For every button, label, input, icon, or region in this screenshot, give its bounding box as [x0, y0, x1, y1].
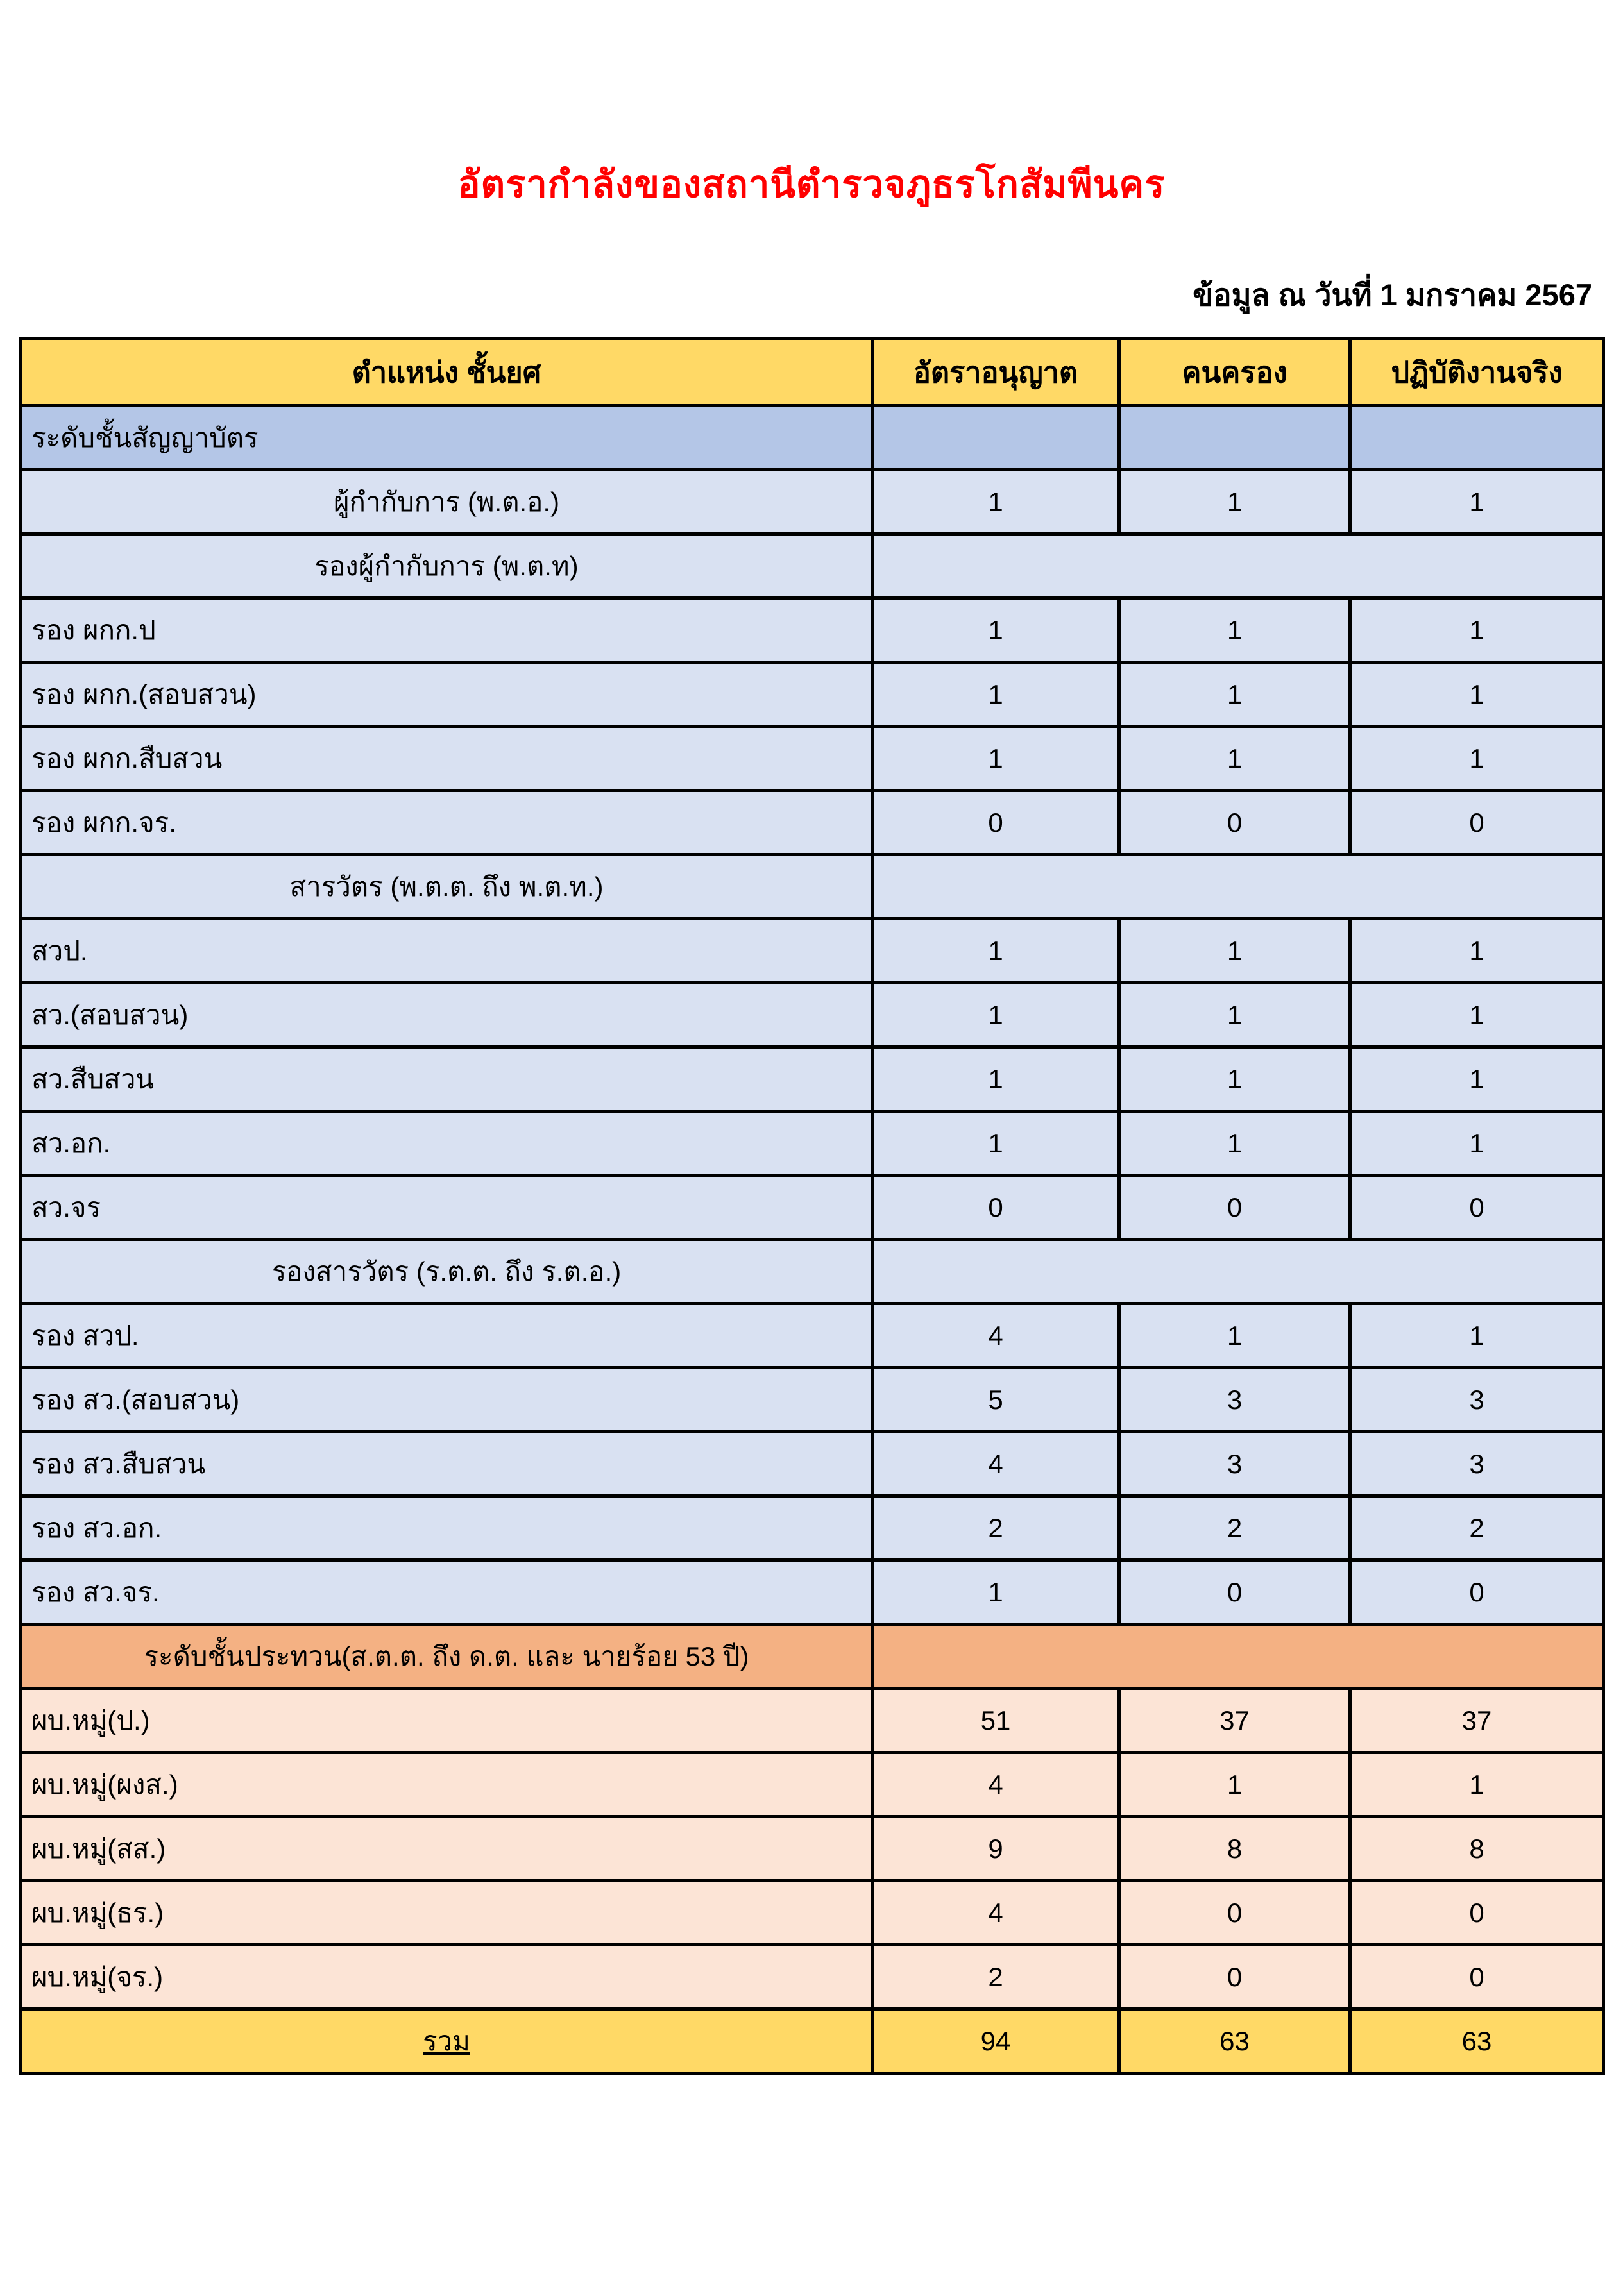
value-cell: 1: [1350, 1047, 1604, 1111]
value-cell: 1: [872, 1047, 1119, 1111]
column-header: ปฏิบัติงานจริง: [1350, 339, 1604, 406]
table-row: [21, 1111, 1604, 1176]
value-cell: 0: [1119, 1176, 1350, 1240]
row-label-cell: รองผู้กำกับการ (พ.ต.ท): [21, 534, 872, 598]
value-cell: 8: [1350, 1817, 1604, 1881]
row-label-cell: รอง ผกก.จร.: [21, 791, 872, 855]
value-cell: 0: [872, 1176, 1119, 1240]
value-cell: 8: [1119, 1817, 1350, 1881]
value-cell: 0: [1350, 1945, 1604, 2009]
merged-empty-cell: [872, 855, 1604, 919]
value-cell: 63: [1350, 2009, 1604, 2073]
page-title: อัตรากำลังของสถานีตำรวจภูธรโกสัมพีนคร: [457, 164, 1166, 205]
value-cell: 51: [872, 1689, 1119, 1753]
table-row: [21, 1945, 1604, 2009]
value-cell: 63: [1119, 2009, 1350, 2073]
table-row: [21, 1881, 1604, 1945]
column-header: คนครอง: [1119, 339, 1350, 406]
value-cell: 1: [1119, 1304, 1350, 1368]
value-cell: 2: [872, 1496, 1119, 1560]
value-cell: 4: [872, 1432, 1119, 1496]
value-cell: 2: [872, 1945, 1119, 2009]
value-cell: 0: [1350, 1881, 1604, 1945]
value-cell: 1: [872, 470, 1119, 534]
value-cell: 2: [1119, 1496, 1350, 1560]
value-cell: 1: [1119, 1111, 1350, 1176]
table-row: [21, 1753, 1604, 1817]
manpower-table: [19, 337, 1605, 2075]
row-label-cell: ผบ.หมู่(ธร.): [21, 1881, 872, 1945]
row-label-cell: สวป.: [21, 919, 872, 983]
value-cell: [1119, 406, 1350, 470]
table-row: [21, 727, 1604, 791]
value-cell: 4: [872, 1881, 1119, 1945]
value-cell: 1: [1350, 663, 1604, 727]
table-row: [21, 1560, 1604, 1625]
value-cell: 0: [1119, 1881, 1350, 1945]
value-cell: 0: [1119, 791, 1350, 855]
table-row: [21, 1304, 1604, 1368]
value-cell: 1: [1350, 598, 1604, 663]
table-row: [21, 1496, 1604, 1560]
value-cell: 37: [1350, 1689, 1604, 1753]
value-cell: 1: [1350, 470, 1604, 534]
header-row: [21, 339, 1604, 406]
merged-empty-cell: [872, 1625, 1604, 1689]
value-cell: 1: [1350, 919, 1604, 983]
table-row: [21, 1368, 1604, 1432]
row-label-cell: ผู้กำกับการ (พ.ต.อ.): [21, 470, 872, 534]
table-row: [21, 470, 1604, 534]
row-label-cell: รอง ผกก.ป: [21, 598, 872, 663]
value-cell: 0: [872, 791, 1119, 855]
value-cell: 1: [1119, 598, 1350, 663]
table-row: [21, 2009, 1604, 2073]
date-note: ข้อมูล ณ วันที่ 1 มกราคม 2567: [1193, 278, 1592, 312]
row-label-cell: ระดับชั้นสัญญาบัตร: [21, 406, 872, 470]
value-cell: [872, 406, 1119, 470]
value-cell: 94: [872, 2009, 1119, 2073]
row-label-cell: สว.จร: [21, 1176, 872, 1240]
table-row: [21, 983, 1604, 1047]
value-cell: 9: [872, 1817, 1119, 1881]
value-cell: 0: [1350, 791, 1604, 855]
table-row: [21, 1625, 1604, 1689]
value-cell: 1: [1119, 727, 1350, 791]
value-cell: 1: [1350, 1304, 1604, 1368]
table-row: [21, 1240, 1604, 1304]
row-label-cell: ผบ.หมู่(สส.): [21, 1817, 872, 1881]
value-cell: 3: [1119, 1432, 1350, 1496]
row-label-cell: รองสารวัตร (ร.ต.ต. ถึง ร.ต.อ.): [21, 1240, 872, 1304]
value-cell: 1: [1350, 1753, 1604, 1817]
table-row: [21, 406, 1604, 470]
value-cell: 1: [1350, 983, 1604, 1047]
value-cell: 4: [872, 1753, 1119, 1817]
table-row: [21, 598, 1604, 663]
table-body: [21, 406, 1604, 2073]
row-label-cell: ผบ.หมู่(จร.): [21, 1945, 872, 2009]
row-label-cell: รวม: [21, 2009, 872, 2073]
value-cell: 1: [1119, 919, 1350, 983]
row-label-cell: รอง สว.อก.: [21, 1496, 872, 1560]
row-label-cell: รอง ผกก.สืบสวน: [21, 727, 872, 791]
value-cell: 5: [872, 1368, 1119, 1432]
table-row: [21, 1047, 1604, 1111]
table-row: [21, 791, 1604, 855]
column-header: ตำแหน่ง ชั้นยศ: [21, 339, 872, 406]
row-label-cell: รอง สว.(สอบสวน): [21, 1368, 872, 1432]
value-cell: 0: [1119, 1945, 1350, 2009]
merged-empty-cell: [872, 534, 1604, 598]
row-label-cell: รอง สวป.: [21, 1304, 872, 1368]
table-row: [21, 919, 1604, 983]
value-cell: 1: [872, 1560, 1119, 1625]
row-label-cell: ผบ.หมู่(ป.): [21, 1689, 872, 1753]
row-label-cell: รอง สว.สืบสวน: [21, 1432, 872, 1496]
value-cell: 1: [1350, 727, 1604, 791]
table-row: [21, 1432, 1604, 1496]
value-cell: 1: [1119, 663, 1350, 727]
row-label-cell: สว.อก.: [21, 1111, 872, 1176]
column-header: อัตราอนุญาต: [872, 339, 1119, 406]
value-cell: 2: [1350, 1496, 1604, 1560]
value-cell: 1: [1119, 1047, 1350, 1111]
value-cell: 1: [872, 663, 1119, 727]
value-cell: 4: [872, 1304, 1119, 1368]
table-row: [21, 1689, 1604, 1753]
table-row: [21, 855, 1604, 919]
value-cell: 1: [1119, 983, 1350, 1047]
value-cell: 1: [1119, 1753, 1350, 1817]
value-cell: 3: [1119, 1368, 1350, 1432]
value-cell: 1: [872, 727, 1119, 791]
merged-empty-cell: [872, 1240, 1604, 1304]
value-cell: 1: [872, 1111, 1119, 1176]
value-cell: 1: [872, 919, 1119, 983]
row-label-cell: สว.สืบสวน: [21, 1047, 872, 1111]
value-cell: [1350, 406, 1604, 470]
row-label-cell: ระดับชั้นประทวน(ส.ต.ต. ถึง ด.ต. และ นายร้อย 53 ปี): [21, 1625, 872, 1689]
table-row: [21, 663, 1604, 727]
value-cell: 1: [1119, 470, 1350, 534]
row-label-cell: สว.(สอบสวน): [21, 983, 872, 1047]
value-cell: 1: [872, 598, 1119, 663]
value-cell: 1: [1350, 1111, 1604, 1176]
value-cell: 0: [1119, 1560, 1350, 1625]
table-row: [21, 534, 1604, 598]
value-cell: 0: [1350, 1560, 1604, 1625]
value-cell: 0: [1350, 1176, 1604, 1240]
value-cell: 1: [872, 983, 1119, 1047]
row-label-cell: ผบ.หมู่(ผงส.): [21, 1753, 872, 1817]
value-cell: 37: [1119, 1689, 1350, 1753]
row-label-cell: รอง ผกก.(สอบสวน): [21, 663, 872, 727]
table-row: [21, 1176, 1604, 1240]
row-label-cell: รอง สว.จร.: [21, 1560, 872, 1625]
value-cell: 3: [1350, 1368, 1604, 1432]
table-row: [21, 1817, 1604, 1881]
row-label-cell: สารวัตร (พ.ต.ต. ถึง พ.ต.ท.): [21, 855, 872, 919]
value-cell: 3: [1350, 1432, 1604, 1496]
